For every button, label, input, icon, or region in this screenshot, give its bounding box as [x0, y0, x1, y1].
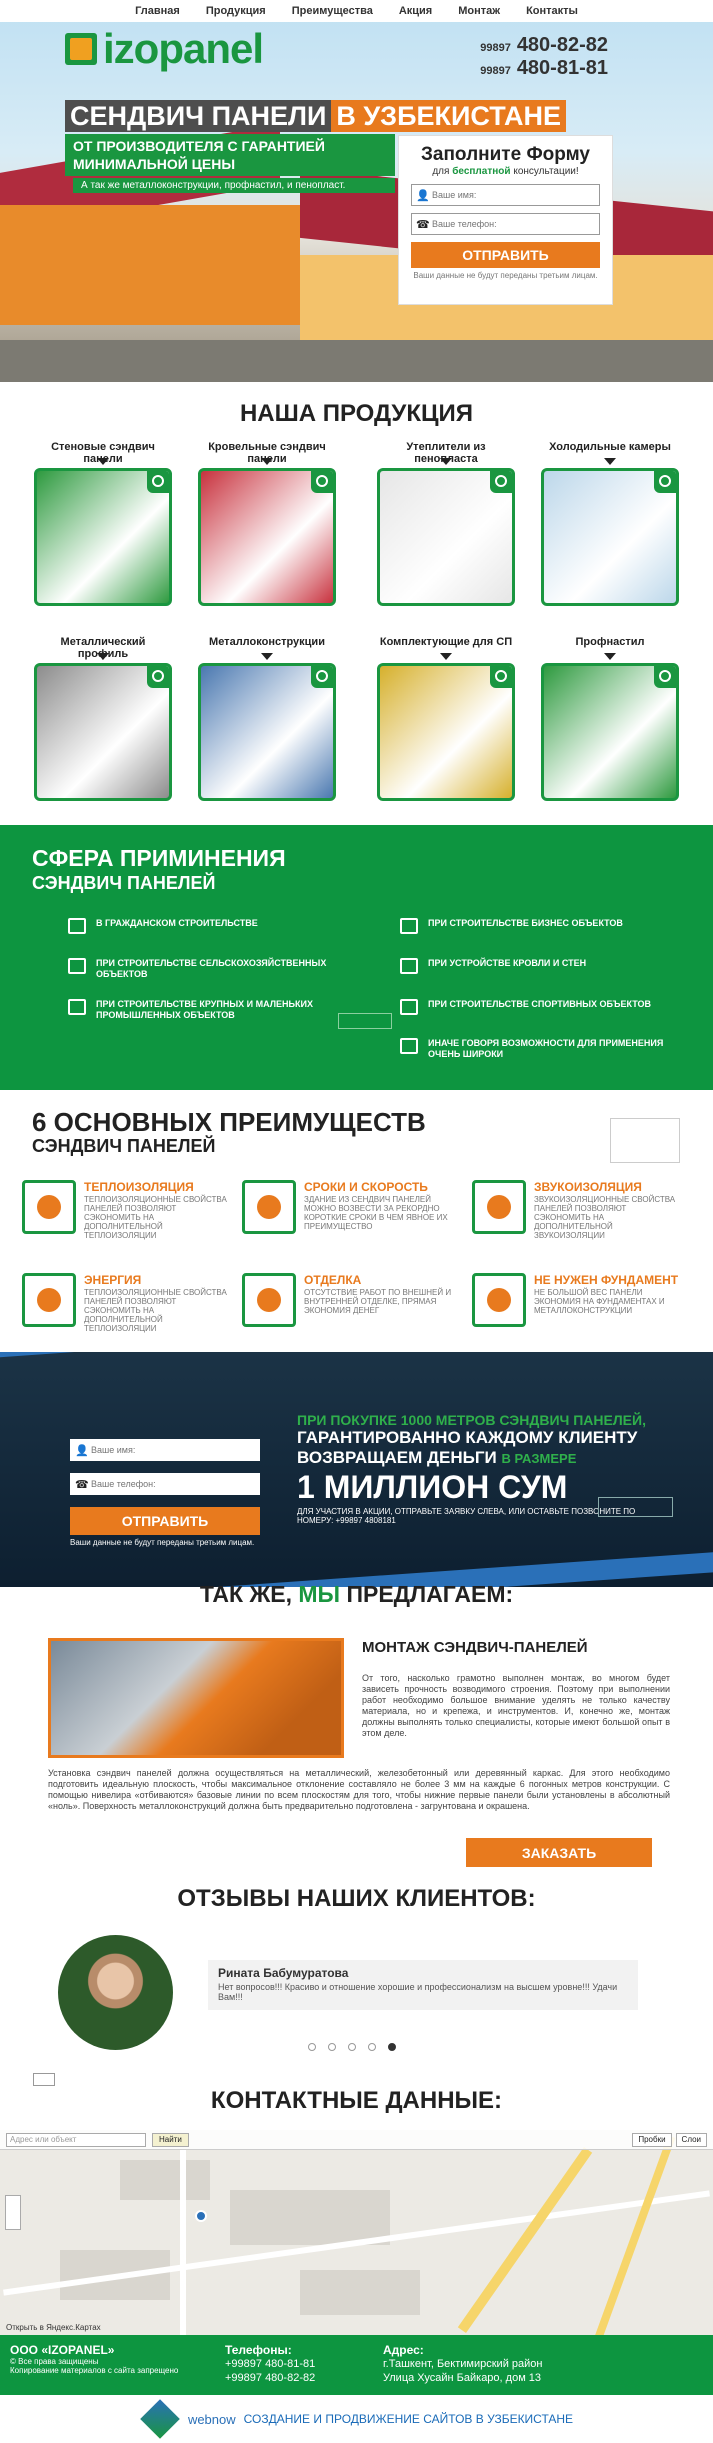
product-card[interactable] [198, 636, 336, 801]
factory-icon [68, 999, 86, 1015]
footer-phone[interactable]: +99897 480-81-81 [225, 2358, 316, 2370]
application-item [400, 958, 670, 974]
phone-input[interactable] [432, 219, 595, 229]
advantage-title: ЭНЕРГИЯ [84, 1273, 142, 1287]
footer [0, 2335, 713, 2395]
product-label: Комплектующие для СП [379, 636, 513, 648]
application-section [0, 825, 713, 1090]
reviews-title: ОТЗЫВЫ НАШИХ КЛИЕНТОВ: [177, 1885, 536, 1912]
tractor-icon [68, 958, 86, 974]
review-text: Нет вопросов!!! Красиво и отношение хорошие и профессионализм на высшем уровне!!! Удачи Вам!!! [218, 1982, 618, 2002]
advantage-text-block [84, 1273, 232, 1333]
map-layers-button[interactable]: Слои [676, 2133, 707, 2147]
application-item-label: ПРИ СТРОИТЕЛЬСТВЕ БИЗНЕС ОБЪЕКТОВ [428, 918, 623, 928]
promo-form [70, 1432, 260, 1547]
phone-code: 99897 [480, 65, 511, 77]
carousel-dot[interactable] [308, 2043, 316, 2051]
zoom-icon[interactable] [147, 666, 169, 688]
montage-heading: МОНТАЖ СЭНДВИЧ-ПАНЕЛЕЙ [362, 1639, 588, 1656]
phone-field[interactable] [411, 213, 600, 235]
promo-line-part: В РАЗМЕРЕ [501, 1451, 577, 1466]
product-card[interactable] [198, 441, 336, 606]
advantage-text-block [304, 1180, 452, 1234]
product-card[interactable] [541, 441, 679, 606]
also-title-part: МЫ [298, 1581, 341, 1607]
product-card[interactable] [377, 441, 515, 606]
arrows-icon [400, 1038, 418, 1054]
map-controls [632, 2133, 707, 2147]
zoom-icon[interactable] [311, 471, 333, 493]
product-card[interactable] [34, 636, 172, 801]
credit-bar[interactable] [0, 2395, 713, 2443]
form-note-text: для [432, 166, 450, 177]
small-placeholder-box [33, 2073, 55, 2086]
submit-button[interactable]: ОТПРАВИТЬ [411, 242, 600, 268]
hero-subtitle-secondary: А так же металлоконструкции, профнастил, и пенопласт. [73, 178, 395, 193]
advantages-title: 6 ОСНОВНЫХ ПРЕИМУЩЕСТВ [32, 1107, 426, 1137]
zoom-icon[interactable] [490, 471, 512, 493]
product-card[interactable] [541, 636, 679, 801]
nav-item-montage[interactable]: Монтаж [458, 5, 501, 17]
zoom-icon[interactable] [654, 666, 676, 688]
webnow-logo-icon [140, 2399, 180, 2439]
phone-number: 480-81-81 [516, 57, 608, 79]
hero-ground-image [0, 340, 713, 382]
footer-phone[interactable]: +99897 480-82-82 [225, 2372, 316, 2384]
sport-icon [400, 999, 418, 1015]
advantage-item [22, 1273, 232, 1333]
phone-icon: ☎ [75, 1479, 89, 1491]
nav-item-home[interactable]: Главная [135, 5, 180, 17]
advantage-title: ТЕПЛОИЗОЛЯЦИЯ [84, 1180, 194, 1194]
footer-company [10, 2343, 178, 2375]
product-label: Стеновые сэндвич панели [51, 441, 155, 465]
product-image[interactable] [377, 663, 515, 801]
advantage-text-block [84, 1180, 232, 1240]
nav-item-products[interactable]: Продукция [205, 5, 266, 17]
building-icon [400, 918, 418, 934]
application-item [400, 1038, 670, 1060]
privacy-note: Ваши данные не будут переданы третьим лицам. [413, 271, 598, 280]
carousel-dot[interactable] [328, 2043, 336, 2051]
promo-line: ПРИ ПОКУПКЕ 1000 МЕТРОВ СЭНДВИЧ ПАНЕЛЕЙ, [297, 1412, 646, 1428]
nav-item-contacts[interactable]: Контакты [526, 5, 578, 17]
advantages-subtitle: СЭНДВИЧ ПАНЕЛЕЙ [32, 1136, 216, 1156]
footer-address [383, 2343, 542, 2385]
carousel-dots [308, 2043, 396, 2051]
footer-phones [225, 2343, 315, 2385]
phone-code: 99897 [480, 42, 511, 54]
footer-address-line: г.Ташкент, Бектимирский район [383, 2358, 543, 2370]
map-zoom-control[interactable] [5, 2195, 21, 2230]
promo-submit-button[interactable]: ОТПРАВИТЬ [70, 1507, 260, 1535]
application-item-label: ПРИ СТРОИТЕЛЬСТВЕ СПОРТИВНЫХ ОБЪЕКТОВ [428, 999, 651, 1009]
application-item [68, 999, 338, 1021]
map-toolbar [0, 2130, 713, 2150]
montage-image [48, 1638, 344, 1758]
hero-section [0, 0, 713, 382]
also-title-part: ПРЕДЛАГАЕМ: [346, 1581, 514, 1607]
review-card [208, 1960, 638, 2010]
promo-name-field[interactable] [70, 1439, 260, 1461]
arrow-down-icon [440, 653, 452, 660]
montage-text: Установка сэндвич панелей должна осуществляться на металлический, железобетонный или деревянный каркас. Для этого необходимо подготовить идеальную плоскость, чтобы максимальное отклонение составляло не более 3 мм на каждые 6 погонных метров конструкции. С помощью нивелира «отбиваются» базовые линии по всем плоскостям для того, чтобы нижние первые панели были установлены в абсолютный «ноль». Поверхность металлоконструкций должна быть предварительно подготовлена - загрунтована и окрашена. [48, 1768, 670, 1811]
form-note-text: консультации! [513, 166, 579, 177]
product-image[interactable] [377, 468, 515, 606]
advantage-text: ТЕПЛОИЗОЛЯЦИОННЫЕ СВОЙСТВА ПАНЕЛЕЙ ПОЗВОЛЯЮТ СЭКОНОМИТЬ НА ДОПОЛНИТЕЛЬНОЙ ТЕПЛОИЗОЛЯЦИИ [84, 1288, 227, 1333]
hero-title-part: В УЗБЕКИСТАНЕ [331, 100, 566, 132]
form-title: Заполните Форму [420, 144, 590, 165]
advantage-title: ОТДЕЛКА [304, 1273, 362, 1287]
product-image[interactable] [541, 468, 679, 606]
map-building [120, 2160, 210, 2200]
application-item-label: ИНАЧЕ ГОВОРЯ ВОЗМОЖНОСТИ ДЛЯ ПРИМЕНЕНИЯ ОЧЕНЬ ШИРОКИ [428, 1038, 664, 1059]
application-item-label: ПРИ СТРОИТЕЛЬСТВЕ КРУПНЫХ И МАЛЕНЬКИХ ПРОМЫШЛЕННЫХ ОБЪЕКТОВ [96, 999, 313, 1020]
products-title: НАША ПРОДУКЦИЯ [239, 400, 474, 427]
application-button[interactable] [338, 1013, 392, 1029]
map-highway [458, 2147, 592, 2333]
review-author: Рината Бабумуратова [218, 1966, 349, 1980]
advantage-item [242, 1180, 452, 1234]
product-label: Кровельные сэндвич панели [208, 441, 326, 465]
clock-icon [242, 1180, 296, 1234]
arrow-down-icon [261, 653, 273, 660]
promo-amount: 1 МИЛЛИОН СУМ [297, 1469, 568, 1505]
promo-line [297, 1448, 657, 1469]
product-card[interactable] [377, 636, 515, 801]
carousel-dot[interactable] [368, 2043, 376, 2051]
advantage-text: ОТСУТСТВИЕ РАБОТ ПО ВНЕШНЕЙ И ВНУТРЕННЕЙ ОТДЕЛКЕ, ПРЯМАЯ ЭКОНОМИЯ ДЕНЕГ [304, 1288, 452, 1315]
application-item [400, 918, 670, 934]
order-button[interactable]: ЗАКАЗАТЬ [466, 1838, 652, 1867]
advantage-item [472, 1273, 682, 1327]
advantage-item [242, 1273, 452, 1327]
promo-line: ГАРАНТИРОВАННО КАЖДОМУ КЛИЕНТУ [297, 1428, 638, 1447]
also-title [0, 1581, 713, 1608]
promo-name-input[interactable] [91, 1445, 255, 1455]
phone-number: 480-82-82 [516, 34, 608, 56]
advantage-text: НЕ БОЛЬШОЙ ВЕС ПАНЕЛИ ЭКОНОМИЯ НА ФУНДАМЕНТАХ И МЕТАЛЛОКОНСТРУКЦИИ [534, 1288, 665, 1315]
product-image[interactable] [541, 663, 679, 801]
user-icon: 👤 [416, 190, 430, 202]
application-item [68, 958, 338, 980]
promo-stripe [0, 1352, 713, 1361]
roof-icon [400, 958, 418, 974]
advantage-text-block [534, 1273, 682, 1327]
zoom-icon[interactable] [311, 666, 333, 688]
avatar [58, 1935, 173, 2050]
logo[interactable] [65, 25, 264, 72]
footer-phones-title: Телефоны: [225, 2343, 292, 2357]
product-label: Профнастил [575, 636, 645, 648]
webnow-brand: webnow [187, 2411, 236, 2427]
product-image[interactable] [34, 663, 172, 801]
arrow-down-icon [604, 458, 616, 465]
advantage-title: НЕ НУЖЕН ФУНДАМЕНТ [534, 1273, 679, 1287]
thermometer-icon [22, 1180, 76, 1234]
application-item-label: ПРИ СТРОИТЕЛЬСТВЕ СЕЛЬСКОХОЗЯЙСТВЕННЫХ ОБЪЕКТОВ [96, 958, 327, 979]
advantage-text: ЗВУКОИЗОЛЯЦИОННЫЕ СВОЙСТВА ПАНЕЛЕЙ ПОЗВОЛЯЮТ СЭКОНОМИТЬ НА ДОПОЛНИТЕЛЬНОЙ ЗВУКОИЗОЛЯЦИИ [534, 1195, 676, 1240]
logo-text: izopanel [103, 25, 264, 72]
map-highway [593, 2135, 676, 2335]
advantage-item [472, 1180, 682, 1240]
house-icon [68, 918, 86, 934]
map-building [230, 2190, 390, 2245]
header-phone[interactable] [480, 34, 608, 57]
hero-title [65, 100, 566, 132]
montage-text: От того, насколько грамотно выполнен монтаж, во многом будет зависеть прочность возводимого строения. Поэтому при выполнении работ необходимо большое внимание уделять не только качеству материала, но и крепежа, и инструментов. И, конечно же, монтаж должны выполнять только специалисты, которые имеют большой опыт в этом деле. [362, 1673, 670, 1738]
header-phones [480, 34, 608, 80]
hero-subtitle: ОТ ПРОИЗВОДИТЕЛЯ С ГАРАНТИЕЙ МИНИМАЛЬНОЙ ЦЕНЫ [65, 134, 395, 176]
nav-item-promo[interactable]: Акция [398, 5, 433, 17]
map-building [300, 2270, 420, 2315]
footer-rights: © Все права защищены [10, 2357, 99, 2366]
phone-icon: ☎ [416, 219, 430, 231]
promo-section [0, 1352, 713, 1587]
footer-address-line: Улица Хусайн Байкаро, дом 13 [383, 2372, 542, 2384]
application-subtitle: СЭНДВИЧ ПАНЕЛЕЙ [32, 873, 216, 893]
user-icon: 👤 [75, 1445, 89, 1457]
product-label: Холодильные камеры [549, 441, 671, 453]
hero-title-part: СЕНДВИЧ ПАНЕЛИ [65, 100, 331, 132]
zoom-icon[interactable] [490, 666, 512, 688]
footer-company-name: ООО «IZOPANEL» [10, 2343, 115, 2357]
footer-copy: Копирование материалов с сайта запрещено [10, 2366, 179, 2375]
name-field[interactable] [411, 184, 600, 206]
map-open-link[interactable]: Открыть в Яндекс.Картах [6, 2323, 101, 2332]
application-item-label: ПРИ УСТРОЙСТВЕ КРОВЛИ И СТЕН [428, 958, 587, 968]
product-image[interactable] [198, 468, 336, 606]
ruler-icon [472, 1273, 526, 1327]
advantage-title: СРОКИ И СКОРОСТЬ [304, 1180, 428, 1194]
sound-off-icon [472, 1180, 526, 1234]
promo-placeholder-box [598, 1497, 673, 1517]
promo-phone-field[interactable] [70, 1473, 260, 1495]
brush-icon [242, 1273, 296, 1327]
promo-privacy-note: Ваши данные не будут переданы третьим лицам. [70, 1538, 255, 1547]
advantage-text: ТЕПЛОИЗОЛЯЦИОННЫЕ СВОЙСТВА ПАНЕЛЕЙ ПОЗВОЛЯЮТ СЭКОНОМИТЬ НА ДОПОЛНИТЕЛЬНОЙ ТЕПЛОИЗОЛЯЦИИ [84, 1195, 227, 1240]
advantage-text: ЗДАНИЕ ИЗ СЕНДВИЧ ПАНЕЛЕЙ МОЖНО ВОЗВЕСТИ ЗА РЕКОРДНО КОРОТКИЕ СРОКИ В ЧЕМ ЯВНОЕ ИХ ПРЕИМУЩЕСТВО [304, 1195, 448, 1231]
map-find-button[interactable]: Найти [152, 2133, 189, 2147]
product-label: Утеплители из пенопласта [406, 441, 486, 465]
advantage-item [22, 1180, 232, 1240]
hero-wall-image [0, 205, 300, 325]
map-road [180, 2150, 186, 2335]
footer-address-title: Адрес: [383, 2343, 424, 2357]
map-pin-icon[interactable] [195, 2210, 207, 2222]
product-label: Металлоконструкции [209, 636, 325, 648]
name-input[interactable] [432, 190, 595, 200]
promo-phone-input[interactable] [91, 1479, 255, 1489]
application-title: СФЕРА ПРИМИНЕНИЯ [32, 845, 286, 871]
logo-icon [65, 33, 97, 65]
product-card[interactable] [34, 441, 172, 606]
carousel-dot[interactable] [348, 2043, 356, 2051]
form-note [411, 166, 600, 177]
also-title-part: ТАК ЖЕ, [199, 1581, 292, 1607]
product-image[interactable] [198, 663, 336, 801]
application-item [68, 918, 338, 934]
advantage-text-block [534, 1180, 682, 1240]
application-item-label: В ГРАЖДАНСКОМ СТРОИТЕЛЬСТВЕ [96, 918, 258, 928]
zoom-icon[interactable] [654, 471, 676, 493]
nav-item-advantages[interactable]: Преимущества [291, 5, 373, 17]
map-search-input[interactable]: Адрес или объект [6, 2133, 146, 2147]
carousel-dot[interactable] [388, 2043, 396, 2051]
advantage-text-block [304, 1273, 452, 1327]
advantages-placeholder-box [610, 1118, 680, 1163]
zoom-icon[interactable] [147, 471, 169, 493]
map[interactable] [0, 2130, 713, 2335]
header-phone[interactable] [480, 57, 608, 80]
product-image[interactable] [34, 468, 172, 606]
product-label: Металлический профиль [60, 636, 146, 660]
consult-form [398, 135, 613, 305]
form-note-bold: бесплатной [452, 166, 511, 177]
contacts-title: КОНТАКТНЫЕ ДАННЫЕ: [210, 2087, 503, 2114]
promo-small-text: ДЛЯ УЧАСТИЯ В АКЦИИ, ОТПРАВЬТЕ ЗАЯВКУ СЛЕВА, ИЛИ ОСТАВЬТЕ ПОЗВОНИТЕ ПО НОМЕРУ: +99897 4808181 [297, 1507, 636, 1525]
energy-icon [22, 1273, 76, 1327]
promo-line-part: ВОЗВРАЩАЕМ ДЕНЬГИ [297, 1448, 497, 1467]
arrow-down-icon [604, 653, 616, 660]
main-nav [0, 0, 713, 22]
map-traffic-button[interactable]: Пробки [632, 2133, 671, 2147]
webnow-slogan: СОЗДАНИЕ И ПРОДВИЖЕНИЕ САЙТОВ В УЗБЕКИСТАНЕ [243, 2412, 574, 2426]
application-item [400, 999, 670, 1015]
advantage-title: ЗВУКОИЗОЛЯЦИЯ [534, 1180, 642, 1194]
